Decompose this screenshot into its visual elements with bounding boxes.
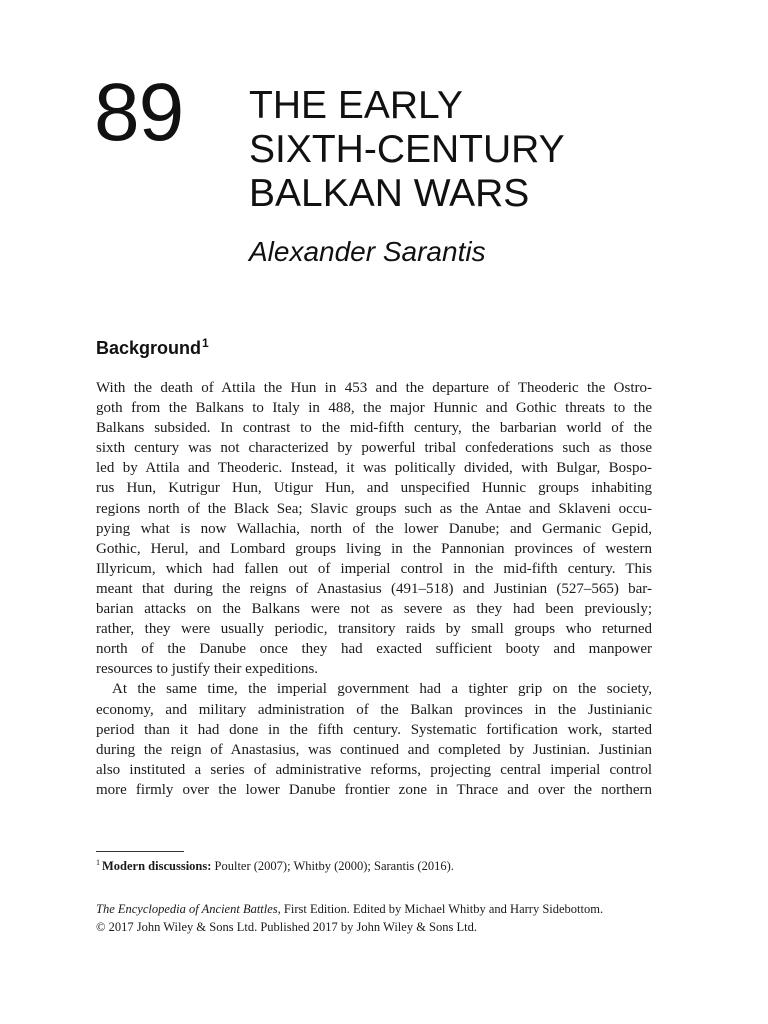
chapter-title-line: THE EARLY bbox=[249, 84, 463, 127]
body-line: regions north of the Black Sea; Slavic groups such as the Antae and Sklaveni occu- bbox=[96, 500, 652, 517]
body-line: during the reign of Anastasius, was continued and completed by Justinian. Justinian bbox=[96, 741, 652, 758]
footnote-divider bbox=[96, 851, 184, 852]
body-line: With the death of Attila the Hun in 453 and the departure of Theoderic the Ostro- bbox=[96, 380, 652, 396]
book-title: The Encyclopedia of Ancient Battles bbox=[96, 902, 278, 916]
footnote bbox=[96, 858, 454, 874]
body-line: rather, they were usually periodic, transitory raids by small groups who returned bbox=[96, 621, 652, 638]
body-line: pying what is now Wallachia, north of the lower Danube; and Germanic Gepid, bbox=[96, 520, 652, 537]
citation-edition: , First Edition. Edited by Michael Whitby and Harry Sidebottom. bbox=[277, 902, 604, 916]
footnote-reference[interactable]: 1 bbox=[202, 336, 209, 350]
body-line: goth from the Balkans to Italy in 488, the major Hunnic and Gothic threats to the bbox=[96, 400, 652, 417]
chapter-title-line: SIXTH-CENTURY bbox=[249, 128, 565, 171]
footnote-mark: 1 bbox=[96, 858, 100, 867]
author-name: Alexander Sarantis bbox=[249, 236, 486, 267]
chapter-title-line: BALKAN WARS bbox=[249, 172, 530, 215]
body-line: north of the Danube once they had exacted sufficient booty and manpower bbox=[96, 641, 652, 658]
body-line: sixth century was not characterized by powerful tribal confederations such as those bbox=[96, 440, 652, 457]
body-line: Gothic, Herul, and Lombard groups living in the Pannonian provinces of western bbox=[96, 540, 652, 557]
body-line: meant that during the reigns of Anastasius (491–518) and Justinian (527–565) bar- bbox=[96, 580, 652, 597]
citation-line-2: © 2017 John Wiley & Sons Ltd. Published 2017 by John Wiley & Sons Ltd. bbox=[96, 920, 477, 934]
citation-line-1 bbox=[96, 900, 656, 918]
body-line: more firmly over the lower Danube frontier zone in Thrace and over the northern bbox=[96, 781, 652, 798]
citation bbox=[96, 900, 656, 936]
body-line: Balkans subsided. In contrast to the mid-fifth century, the barbarian world of the bbox=[96, 420, 652, 437]
body-line: led by Attila and Theoderic. Instead, it was politically divided, with Bulgar, Bospo- bbox=[96, 460, 652, 477]
section-heading bbox=[96, 336, 209, 359]
body-text bbox=[96, 378, 652, 800]
body-line: barian attacks on the Balkans were not as severe as they had been previously; bbox=[96, 601, 652, 618]
footnote-text: Poulter (2007); Whitby (2000); Sarantis (2016). bbox=[211, 859, 454, 873]
body-line: resources to justify their expeditions. bbox=[96, 661, 319, 678]
body-line: economy, and military administration of the Balkan provinces in the Justinianic bbox=[96, 701, 652, 718]
footnote-label: Modern discussions: bbox=[102, 859, 212, 873]
body-line: also instituted a series of administrative reforms, projecting central imperial control bbox=[96, 761, 652, 778]
section-heading-text: Background bbox=[96, 338, 202, 358]
body-line: rus Hun, Kutrigur Hun, Utigur Hun, and unspecified Hunnic groups inhabiting bbox=[96, 480, 652, 497]
chapter-title bbox=[249, 84, 565, 216]
chapter-number: 89 bbox=[94, 67, 184, 158]
body-line: Illyricum, which had fallen out of imperial control in the mid-fifth century. This bbox=[96, 560, 652, 577]
body-line: period than it had done in the fifth century. Systematic fortification work, started bbox=[96, 721, 652, 738]
body-line: At the same time, the imperial government had a tighter grip on the society, bbox=[112, 681, 652, 698]
